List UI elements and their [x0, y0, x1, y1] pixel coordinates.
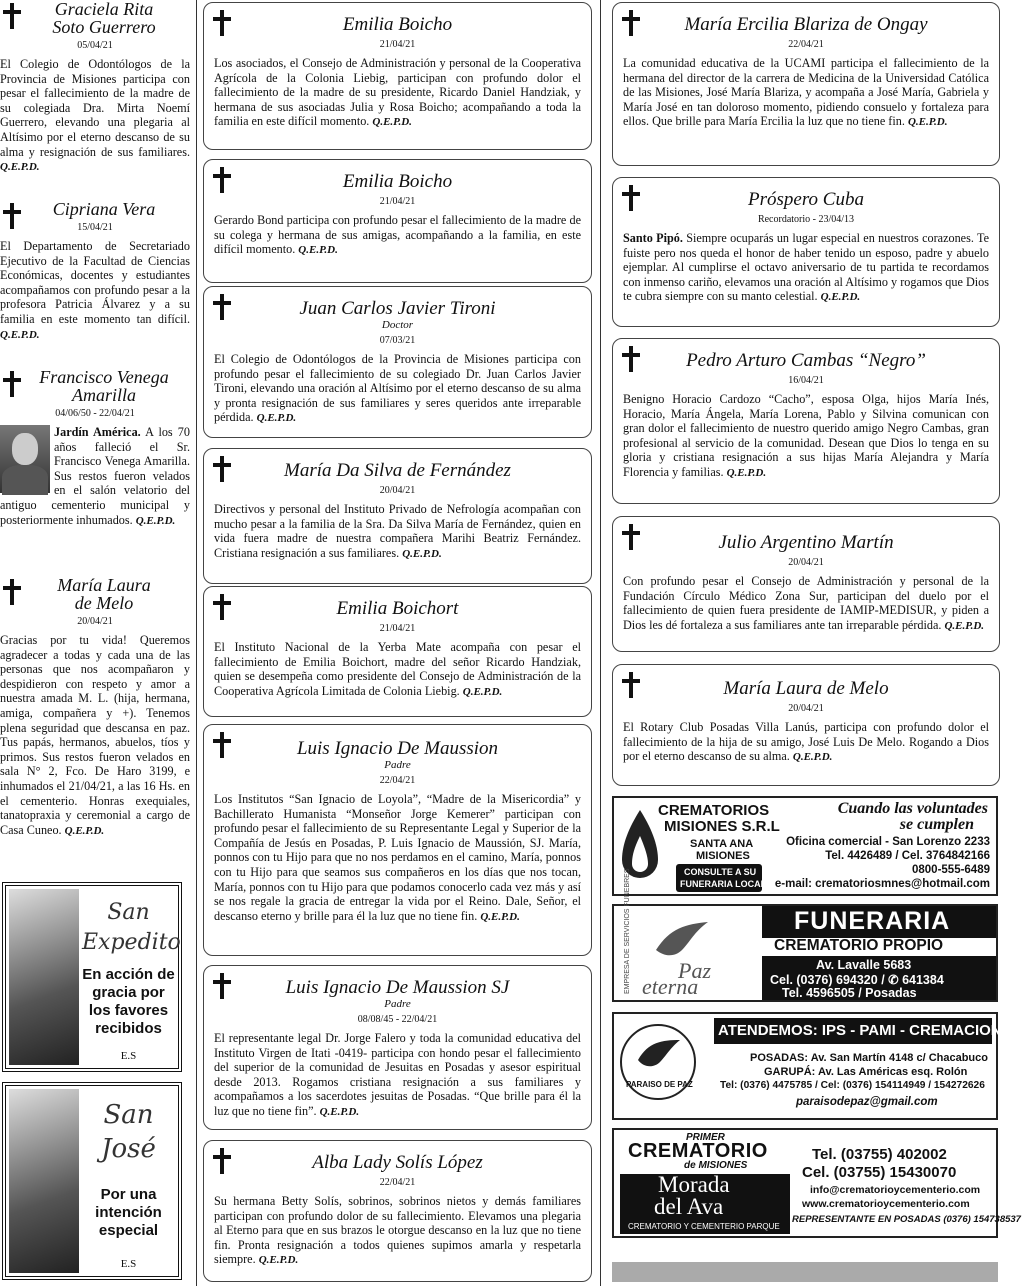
- ad-logo-text: PARAISO DE PAZ: [626, 1080, 693, 1089]
- obituary-box: [203, 159, 592, 283]
- ad-logo: eterna: [642, 974, 699, 999]
- ad-phone: Cel. (03755) 15430070: [802, 1164, 957, 1181]
- ad-location: SANTA ANA: [690, 838, 754, 850]
- cross-icon: [2, 202, 22, 230]
- date: 04/06/50 - 22/04/21: [55, 408, 135, 419]
- message: El Rotary Club Posadas Villa Lanús, participa con profundo dolor el fallecimiento de la hija de su amigo, José Luis De Melo. Rogando a Dios por el eterno descanso de su alma. Q.E.P.D.: [623, 720, 989, 764]
- date: 20/04/21: [788, 557, 824, 568]
- message: El representante legal Dr. Jorge Falero y toda la comunidad educativa del Instituto Virgen de Itati -0419- participa con hondo pesar el fallecimiento del superior de la comunidad de Jesuitas en Posadas y asesor espiritual desde 2013. Rogamos cristiana resignación a sus familiares y acompañamos a los sacerdotes jesuitas de Posadas. “Que brille para él la luz que no tiene fin”. Q.E.P.D.: [214, 1031, 581, 1118]
- obituary-box: [612, 516, 1000, 652]
- date: 15/04/21: [77, 222, 113, 233]
- deceased-name: María Laura de Melo: [723, 678, 889, 699]
- message: Santo Pipó. Siempre ocuparás un lugar especial en nuestros corazones. Te fuiste pero nos queda el honor de haber tenido un esposo, padre y abuelo ejemplar. Al cumplirse el octavo aniversario de tu partida te recordamos con inmenso cariño, elevamos una oración al Altísimo y rogamos que Dios te cubra siempre con su manto celestial. Q.E.P.D.: [623, 231, 989, 304]
- deceased-name: Soto Guerrero: [52, 17, 156, 37]
- date: 20/04/21: [77, 616, 113, 627]
- ad-email: info@crematorioycementerio.com: [810, 1184, 981, 1196]
- cross-icon: [212, 455, 232, 483]
- obituary-entry: [0, 200, 190, 342]
- message: Jardín América. A los 70 años falleció el Sr. Francisco Venega Amarilla. Sus restos fueron velados en el salón velatorio del antiguo cementerio municipal y posteriormente inhumados. Q.E.P.D.: [0, 425, 190, 527]
- ad-address: POSADAS: Av. San Martín 4148 c/ Chacabuco: [750, 1052, 988, 1064]
- obituary-box: [203, 965, 592, 1130]
- message: Benigno Horacio Cardozo “Cacho”, esposa Olga, hijos María Inés, Horacio, María Ángela, María Lorena, Pablo y Silvina comunican con gran dolor el fallecimiento de nuestro querido amigo Negro Cambas, gran profesional al servicio de la comunidad. Desean que Dios lo tenga en su gloria y cristiana resignación a sus hijas María Alejandra y María Florencia y familias. Q.E.P.D.: [623, 392, 989, 479]
- ad-vertical-text: EMPRESA DE SERVICIOS FUNEBRES: [624, 868, 631, 994]
- date: 21/04/21: [379, 623, 416, 634]
- obituary-entry: [0, 368, 190, 528]
- ad-slogan: Cuando las voluntades: [837, 800, 988, 817]
- ad-heading: CREMATORIO: [628, 1140, 768, 1162]
- deceased-name: Graciela Rita: [54, 0, 154, 19]
- date: 21/04/21: [379, 196, 416, 207]
- ad-location: MISIONES: [696, 850, 750, 862]
- message: El Colegio de Odontólogos de la Provincia de Misiones participa con profundo pesar el fallecimiento de su colegiado Dr. Juan Carlos Javier Tironi, elevando una oración al Altísimo por el eterno descanso de su alma y pronta resignación de sus familiares y seres queridos ante irreparable pérdida. Q.E.P.D.: [214, 352, 581, 425]
- message: Gerardo Bond participa con profundo pesar el fallecimiento de la madre de su colega y hermana de sus amigas, acompañando a la familia, en este difícil momento. Q.E.P.D.: [214, 213, 581, 257]
- ad-phone: Tel. 4596505 / Posadas: [782, 986, 917, 1000]
- deceased-name: Cipriana Vera: [52, 199, 156, 219]
- message: Los asociados, el Consejo de Administración y personal de la Cooperativa Agrícola de la Colonia Liebig, participan con profundo dolor el fallecimiento de la madre de su presidente, Ricardo Daniel Handziak, y hermana de sus asociadas Julia y Rosa Boicho; acompañando a toda la familia en este difícil momento. Q.E.P.D.: [214, 56, 581, 129]
- deceased-name: Alba Lady Solís López: [312, 1152, 483, 1173]
- deceased-name: Emilia Boichort: [336, 598, 459, 619]
- cross-icon: [2, 370, 22, 398]
- deceased-name: María Laura: [57, 575, 151, 595]
- message: Con profundo pesar el Consejo de Administración y personal de la Fundación Círculo Médico Zona Sur, participan del duelo por el fallecimiento de quien fuera presidente de IAMIP-MEDISUR, y piden a Dios les dé fortaleza a sus familiares ante tan irreparable pérdida. Q.E.P.D.: [623, 574, 989, 632]
- column-left: [0, 0, 190, 1286]
- deceased-name: Pedro Arturo Cambas “Negro”: [686, 350, 926, 371]
- ad-logo: Morada: [658, 1172, 730, 1197]
- deceased-name: Luis Ignacio De Maussion: [296, 738, 499, 759]
- date: 07/03/21: [379, 335, 416, 346]
- date: 20/04/21: [788, 703, 824, 714]
- date: 22/04/21: [379, 1177, 416, 1188]
- column-divider: [196, 0, 197, 1286]
- cross-icon: [212, 731, 232, 759]
- obituary-box: [612, 2, 1000, 166]
- cross-icon: [2, 578, 22, 606]
- ad-tagline: de MISIONES: [684, 1160, 748, 1171]
- date: 05/04/21: [77, 40, 113, 51]
- obituary-box: [612, 664, 1000, 786]
- deceased-name: Francisco Venega: [39, 367, 169, 387]
- ad-phone: Tel: (0376) 4475785 / Cel: (0376) 154114949 / 154272626: [720, 1080, 985, 1091]
- cross-icon: [212, 9, 232, 37]
- ad-office: Oficina comercial - San Lorenzo 2233: [786, 836, 990, 848]
- date: 16/04/21: [788, 375, 824, 386]
- saint-title: José: [101, 1134, 156, 1164]
- deceased-name: Juan Carlos Javier Tironi: [299, 298, 496, 319]
- cross-icon: [621, 523, 641, 551]
- ad-company: CREMATORIOS: [658, 802, 770, 819]
- message: El Departamento de Secretariado Ejecutivo de la Facultad de Ciencias Económicas, docentes y estudiantes acompañamos con profundo pesar a la profesora Patricia Álvarez y a su familia en este momento tan difícil. Q.E.P.D.: [0, 239, 190, 341]
- obituary-entry: [0, 0, 190, 175]
- message: Su hermana Betty Solís, sobrinos, sobrinos nietos y demás familiares participan con profundo dolor de su fallecimiento. Elevamos una plegaria al Eterno para que en sus brazos le otorgue descanso en la luz que no tiene fin. Pronta resignación a todos quienes supimos amarla y respetarla siempre. Q.E.P.D.: [214, 1194, 581, 1267]
- deceased-title: Padre: [384, 998, 411, 1010]
- message: Los Institutos “San Ignacio de Loyola”, “Madre de la Misericordia” y Bachillerato Humanista “Monseñor Jorge Kemerer” participan con profundo pesar el fallecimiento de su Representante Legal y Superior de la Compañía de Jesús en Posadas, P. Luis Ignacio de Maussión, SJ. María, ponnos con tu Hijo para que no nos perdamos en el camino, María, ponnos con tu Hijo para que seamos sus compañeros en los días que nos tocan, María, ponnos con tu Hijo para que podamos conocerlo cada vez más y así se nos regale la gracia de entregar la vida por el Reino. Dale, Señor, el descanso eterno y brille para él la luz que no tiene fin. Q.E.P.D.: [214, 792, 581, 923]
- column-divider: [600, 0, 601, 1286]
- date: 22/04/21: [379, 775, 416, 786]
- dove-icon: [636, 1038, 682, 1072]
- ad-paraiso-de-paz: [612, 1012, 1022, 1120]
- cross-icon: [621, 671, 641, 699]
- ad-logo: Paz: [678, 958, 711, 983]
- cross-icon: [212, 1147, 232, 1175]
- saint-prayer-card: [2, 1082, 182, 1280]
- obituary-entry: [0, 576, 190, 838]
- ad-company: MISIONES S.R.L: [664, 818, 780, 835]
- ad-heading: ATENDEMOS: IPS - PAMI - CREMACIONES: [718, 1022, 1022, 1039]
- obituary-box: [203, 448, 592, 584]
- ad-slogan: se cumplen: [899, 816, 974, 833]
- cross-icon: [212, 166, 232, 194]
- cross-icon: [212, 593, 232, 621]
- message: El Colegio de Odontólogos de la Provincia de Misiones participa con pesar el fallecimiento de la madre de su colegiada Dra. Mirta Noemí Guerrero, elevando una plegaria al Altísimo por el eterno descanso de su alma y resignación de sus familiares. Q.E.P.D.: [0, 57, 190, 174]
- saint-message: En acción de gracia por los favores recibidos: [82, 966, 175, 1037]
- message: Directivos y personal del Instituto Privado de Nefrología acompañan con mucho pesar a la familia de la Sra. Da Silva María de Fernández, quien en vida fuera madre de nuestra compañera Marihi Beatriz Fernández. Cristiana resignación a sus familiares. Q.E.P.D.: [214, 502, 581, 560]
- obituary-box: [612, 338, 1000, 504]
- cross-icon: [621, 9, 641, 37]
- grey-footer-bar: [612, 1262, 998, 1282]
- column-middle: [203, 0, 592, 1286]
- ad-phone: Tel. (03755) 402002: [812, 1146, 947, 1163]
- signature: E.S: [120, 1050, 137, 1062]
- deceased-name: de Melo: [74, 593, 134, 613]
- date: 21/04/21: [379, 39, 416, 50]
- ad-address: GARUPÁ: Av. Las Américas esq. Rolón: [764, 1066, 968, 1078]
- ad-website: www.crematorioycementerio.com: [802, 1198, 970, 1210]
- obituary-box: [612, 177, 1000, 327]
- signature: E.S: [120, 1258, 137, 1270]
- saint-title: San: [103, 1100, 154, 1130]
- column-right: [612, 0, 1022, 1286]
- deceased-name: Julio Argentino Martín: [718, 532, 894, 553]
- deceased-name: Amarilla: [71, 385, 136, 405]
- ad-tagline: PRIMER: [686, 1132, 725, 1143]
- deceased-name: Luis Ignacio De Maussion SJ: [285, 977, 510, 998]
- date: 20/04/21: [379, 485, 416, 496]
- ad-logo: del Ava: [654, 1194, 724, 1219]
- ad-subheading: CREMATORIO PROPIO: [774, 937, 944, 954]
- ad-logo-caption: CREMATORIO Y CEMENTERIO PARQUE: [628, 1222, 780, 1231]
- obituary-box: [203, 1140, 592, 1282]
- deceased-name: María Ercilia Blariza de Ongay: [684, 14, 928, 35]
- message: El Instituto Nacional de la Yerba Mate acompaña con pesar el fallecimiento de Emilia Boichort, madre del señor Ricardo Handziak, quien se desempeña como presidente del Consejo de Administración de la Cooperativa Agrícola Limitada de Colonia Liebig. Q.E.P.D.: [214, 640, 581, 698]
- ad-morada-del-ava: [612, 1128, 1021, 1238]
- ad-address: Av. Lavalle 5683: [816, 958, 912, 972]
- saint-image: [9, 1089, 79, 1273]
- deceased-name: María Da Silva de Fernández: [284, 460, 511, 481]
- saint-title: Expedito: [82, 930, 181, 955]
- date: 22/04/21: [788, 39, 824, 50]
- cross-icon: [621, 184, 641, 212]
- date: Recordatorio - 23/04/13: [757, 214, 855, 225]
- date: 08/08/45 - 22/04/21: [357, 1014, 438, 1025]
- cross-icon: [212, 972, 232, 1000]
- ad-heading: FUNERARIA: [794, 907, 951, 935]
- ad-badge-text: FUNERARIA LOCAL: [680, 879, 767, 889]
- ad-phone: Cel. (0376) 694320 / ✆ 641384: [770, 973, 944, 987]
- obituary-box: [203, 286, 592, 438]
- saint-image: [9, 889, 79, 1065]
- deceased-name: Próspero Cuba: [748, 189, 864, 210]
- deceased-name: Emilia Boicho: [342, 14, 453, 35]
- message: Gracias por tu vida! Queremos agradecer a todas y cada una de las personas que nos acompañaron y despidieron con respeto y amor a nuestra amada M. L. (hija, hermana, amiga, compañera y +). Tenemos plena seguridad que descansa en paz. Tus papás, hermanos, abuelos, tíos y primos. Sus restos fueron velados en sala N° 2, Fco. De Haro 3199, e inhumados el 21/04/21, a las 16 Hs. en el cementerio. Honras exequiales, tanatopraxia y ceremonial a cargo de Casa Cuneo. Q.E.P.D.: [0, 633, 190, 837]
- deceased-title: Doctor: [381, 319, 414, 331]
- deceased-photo: [0, 425, 50, 493]
- obituary-box: [203, 724, 592, 956]
- ad-representative: REPRESENTANTE EN POSADAS (0376) 154738537: [792, 1214, 1021, 1225]
- cross-icon: [2, 2, 22, 30]
- message: La comunidad educativa de la UCAMI participa el fallecimiento de la hermana del director de la carrera de Medicina de la Universidad Católica de las Misiones, José María Blariza, y acompaña a José María, Gabriela y María José en tan doloroso momento, pidiendo consuelo y fortaleza para ellos. Que brille para María Ercilia la luz que no tiene fin. Q.E.P.D.: [623, 56, 989, 129]
- saint-title: San: [107, 900, 150, 925]
- ad-crematorios-misiones: [612, 796, 998, 896]
- cross-icon: [212, 293, 232, 321]
- deceased-name: Emilia Boicho: [342, 171, 453, 192]
- obituary-box: [203, 2, 592, 150]
- obituary-box: [203, 586, 592, 717]
- deceased-title: Padre: [384, 759, 411, 771]
- ad-email: e-mail: crematoriosmnes@hotmail.com: [774, 878, 990, 890]
- ad-email: paraisodepaz@gmail.com: [796, 1096, 938, 1108]
- saint-prayer-card: [2, 882, 182, 1072]
- ad-phone: Tel. 4426489 / Cel. 3764842166: [825, 850, 990, 862]
- cross-icon: [621, 345, 641, 373]
- ad-phone: 0800-555-6489: [911, 864, 990, 876]
- saint-message: Por una intención especial: [95, 1186, 162, 1239]
- ad-badge-text: CONSULTE A SU: [684, 867, 757, 877]
